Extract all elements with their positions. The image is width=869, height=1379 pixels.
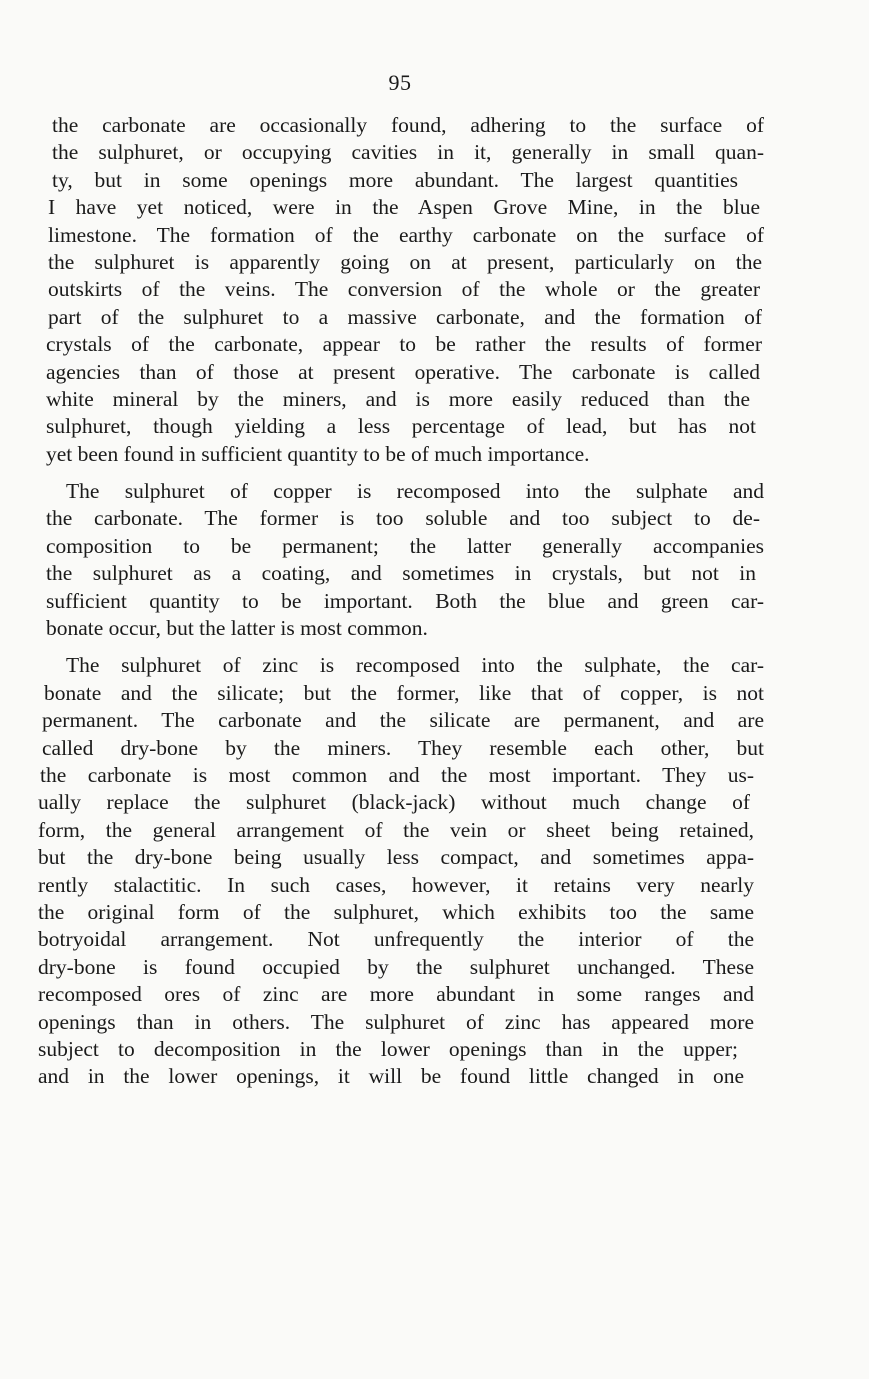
text-line: botryoidal arrangement. Not unfrequently the interior of the (38, 927, 754, 952)
text-line: called dry-bone by the miners. They resemble each other, but (42, 735, 764, 760)
text-line: bonate and the silicate; but the former, like that of copper, is not (44, 680, 764, 705)
text-line: dry-bone is found occupied by the sulphuret unchanged. These (38, 954, 754, 979)
text-line: but the dry-bone being usually less compact, and sometimes appa- (38, 845, 754, 870)
text-line: ually replace the sulphuret (black-jack) without much change of (38, 790, 750, 815)
text-line: openings than in others. The sulphuret of zinc has appeared more (38, 1009, 754, 1034)
text-line: bonate occur, but the latter is most common. (46, 616, 428, 641)
text-line: white mineral by the miners, and is more easily reduced than the (46, 386, 750, 411)
text-line: limestone. The formation of the earthy carbonate on the surface of (48, 222, 764, 247)
text-line: agencies than of those at present operative. The carbonate is called (46, 359, 760, 384)
text-line: rently stalactitic. In such cases, however, it retains very nearly (38, 872, 754, 897)
text-line: yet been found in sufficient quantity to be of much importance. (46, 441, 590, 466)
body-text (38, 112, 764, 1091)
text-line: part of the sulphuret to a massive carbonate, and the formation of (48, 304, 762, 329)
text-line: subject to decomposition in the lower openings than in the upper; (38, 1036, 738, 1061)
text-line: composition to be permanent; the latter generally accompanies (46, 533, 764, 558)
text-line: sulphuret, though yielding a less percentage of lead, but has not (46, 414, 756, 439)
text-line: and in the lower openings, it will be found little changed in one (38, 1064, 744, 1089)
text-line: I have yet noticed, were in the Aspen Grove Mine, in the blue (48, 195, 760, 220)
text-line: the sulphuret, or occupying cavities in it, generally in small quan- (52, 140, 764, 165)
text-line: the sulphuret as a coating, and sometimes in crystals, but not in (46, 561, 756, 586)
paragraph-gap (38, 468, 764, 478)
page-number: 95 (388, 70, 412, 95)
text-line: The sulphuret of zinc is recomposed into the sulphate, the car- (66, 653, 764, 678)
text-line: crystals of the carbonate, appear to be rather the results of former (46, 332, 762, 357)
paragraph (38, 112, 764, 468)
text-line: the carbonate are occasionally found, adhering to the surface of (52, 113, 764, 137)
text-line: sufficient quantity to be important. Both the blue and green car- (46, 588, 764, 613)
text-line: the sulphuret is apparently going on at present, particularly on the (48, 249, 762, 274)
text-line: the original form of the sulphuret, which exhibits too the same (38, 899, 754, 924)
text-line: permanent. The carbonate and the silicate are permanent, and are (42, 708, 764, 733)
text-line: the carbonate. The former is too soluble and too subject to de- (46, 506, 760, 531)
text-line: form, the general arrangement of the vein or sheet being retained, (38, 817, 754, 842)
paragraph (38, 478, 764, 642)
text-line: The sulphuret of copper is recomposed into the sulphate and (66, 479, 764, 504)
text-line: recomposed ores of zinc are more abundant in some ranges and (38, 982, 754, 1007)
text-line: outskirts of the veins. The conversion of the whole or the greater (48, 277, 760, 302)
paragraph-gap (38, 642, 764, 652)
paragraph (38, 652, 764, 1090)
text-line: the carbonate is most common and the most important. They us- (40, 762, 754, 787)
text-line: ty, but in some openings more abundant. The largest quantities (52, 167, 738, 192)
